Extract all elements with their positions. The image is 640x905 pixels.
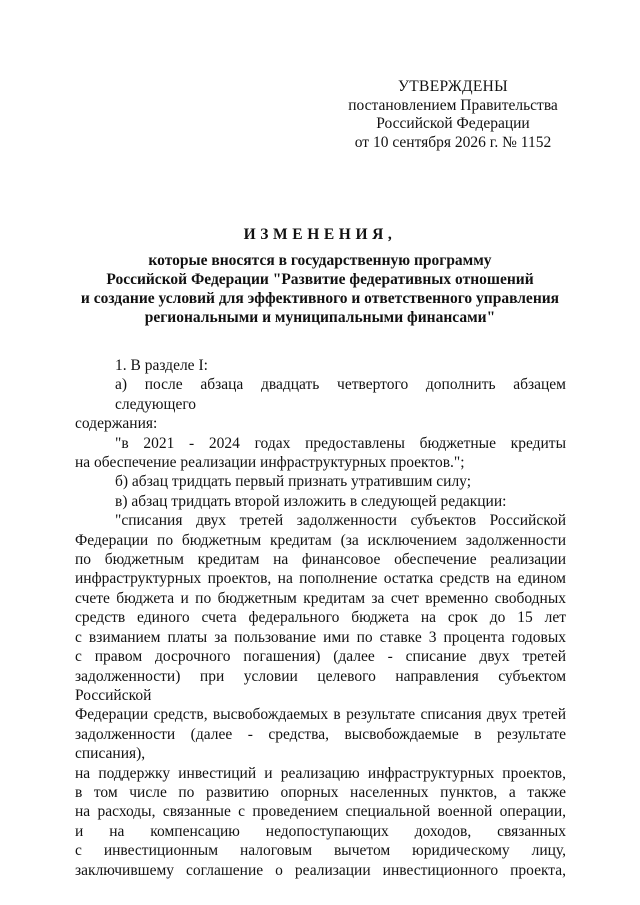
quote-2-line: в том числе по развитию опорных населенных пунктов, а также: [75, 783, 566, 801]
quote-2-line: заключившему соглашение о реализации инвестиционного проекта,: [75, 861, 566, 879]
subitem-a-line: а) после абзаца двадцать четвертого дополнить абзацем следующего: [115, 376, 566, 413]
quote-2-line: на расходы, связанные с проведением специальной военной операции,: [75, 803, 566, 821]
quote-2-line: с инвестиционным налоговым вычетом юридическому лицу,: [75, 842, 566, 860]
subtitle-line: которые вносятся в государственную программу: [148, 252, 492, 269]
quote-2-line: задолженности) при условии целевого направления субъектом Российской: [75, 667, 566, 704]
subtitle-line: региональными и муниципальными финансами": [144, 309, 496, 326]
document-body: [75, 356, 566, 880]
quote-2-line: инфраструктурных проектов, на пополнение остатка средств на едином: [75, 570, 566, 588]
quote-2-line: и на компенсацию недопоступающих доходов, связанных: [75, 822, 566, 840]
quote-1-line: "в 2021 - 2024 годах предоставлены бюджетные кредиты: [115, 434, 566, 452]
approval-line-1: постановлением Правительства: [348, 96, 558, 114]
subtitle-line: и создание условий для эффективного и ответственного управления: [80, 290, 560, 307]
quote-2-line: Федерации по бюджетным кредитам (за исключением задолженности: [75, 531, 566, 549]
subitem-b-line: б) абзац тридцать первый признать утратившим силу;: [115, 473, 472, 491]
quote-2-line: задолженности (далее - средства, высвобождаемые в результате списания),: [75, 725, 566, 763]
quote-2-line: по бюджетным кредитам на финансовое обеспечение реализации: [75, 551, 566, 569]
approved-label: УТВЕРЖДЕНЫ: [398, 78, 508, 95]
quote-2-line: с взиманием платы за пользование ими по ставке 3 процента годовых: [75, 628, 566, 646]
subitem-c-line: в) абзац тридцать второй изложить в следующей редакции:: [115, 492, 507, 510]
document-subtitle: [60, 251, 580, 327]
quote-2-line: с правом досрочного погашения) (далее - списание двух третей: [75, 648, 566, 666]
item-1-heading: 1. В разделе I:: [115, 357, 208, 374]
quote-2-line: на поддержку инвестиций и реализацию инфраструктурных проектов,: [75, 764, 566, 782]
approval-stamp-block: [340, 78, 566, 152]
quote-1-line: на обеспечение реализации инфраструктурных проектов.";: [75, 454, 465, 472]
quote-2-line: средств единого счета федерального бюджета на срок до 15 лет: [75, 609, 566, 627]
quote-2-line: счете бюджета и по бюджетным кредитам за счет временно свободных: [75, 589, 566, 607]
subitem-a-line: содержания:: [75, 415, 158, 433]
quote-2-line: "списания двух третей задолженности субъектов Российской: [115, 512, 566, 530]
subtitle-line: Российской Федерации "Развитие федеративных отношений: [106, 271, 534, 288]
document-title: ИЗМЕНЕНИЯ,: [243, 226, 397, 243]
approval-date-line: от 10 сентября 2026 г. № 1152: [354, 133, 552, 151]
quote-2-line: Федерации средств, высвобождаемых в результате списания двух третей: [75, 706, 566, 724]
approval-line-2: Российской Федерации: [376, 115, 530, 132]
